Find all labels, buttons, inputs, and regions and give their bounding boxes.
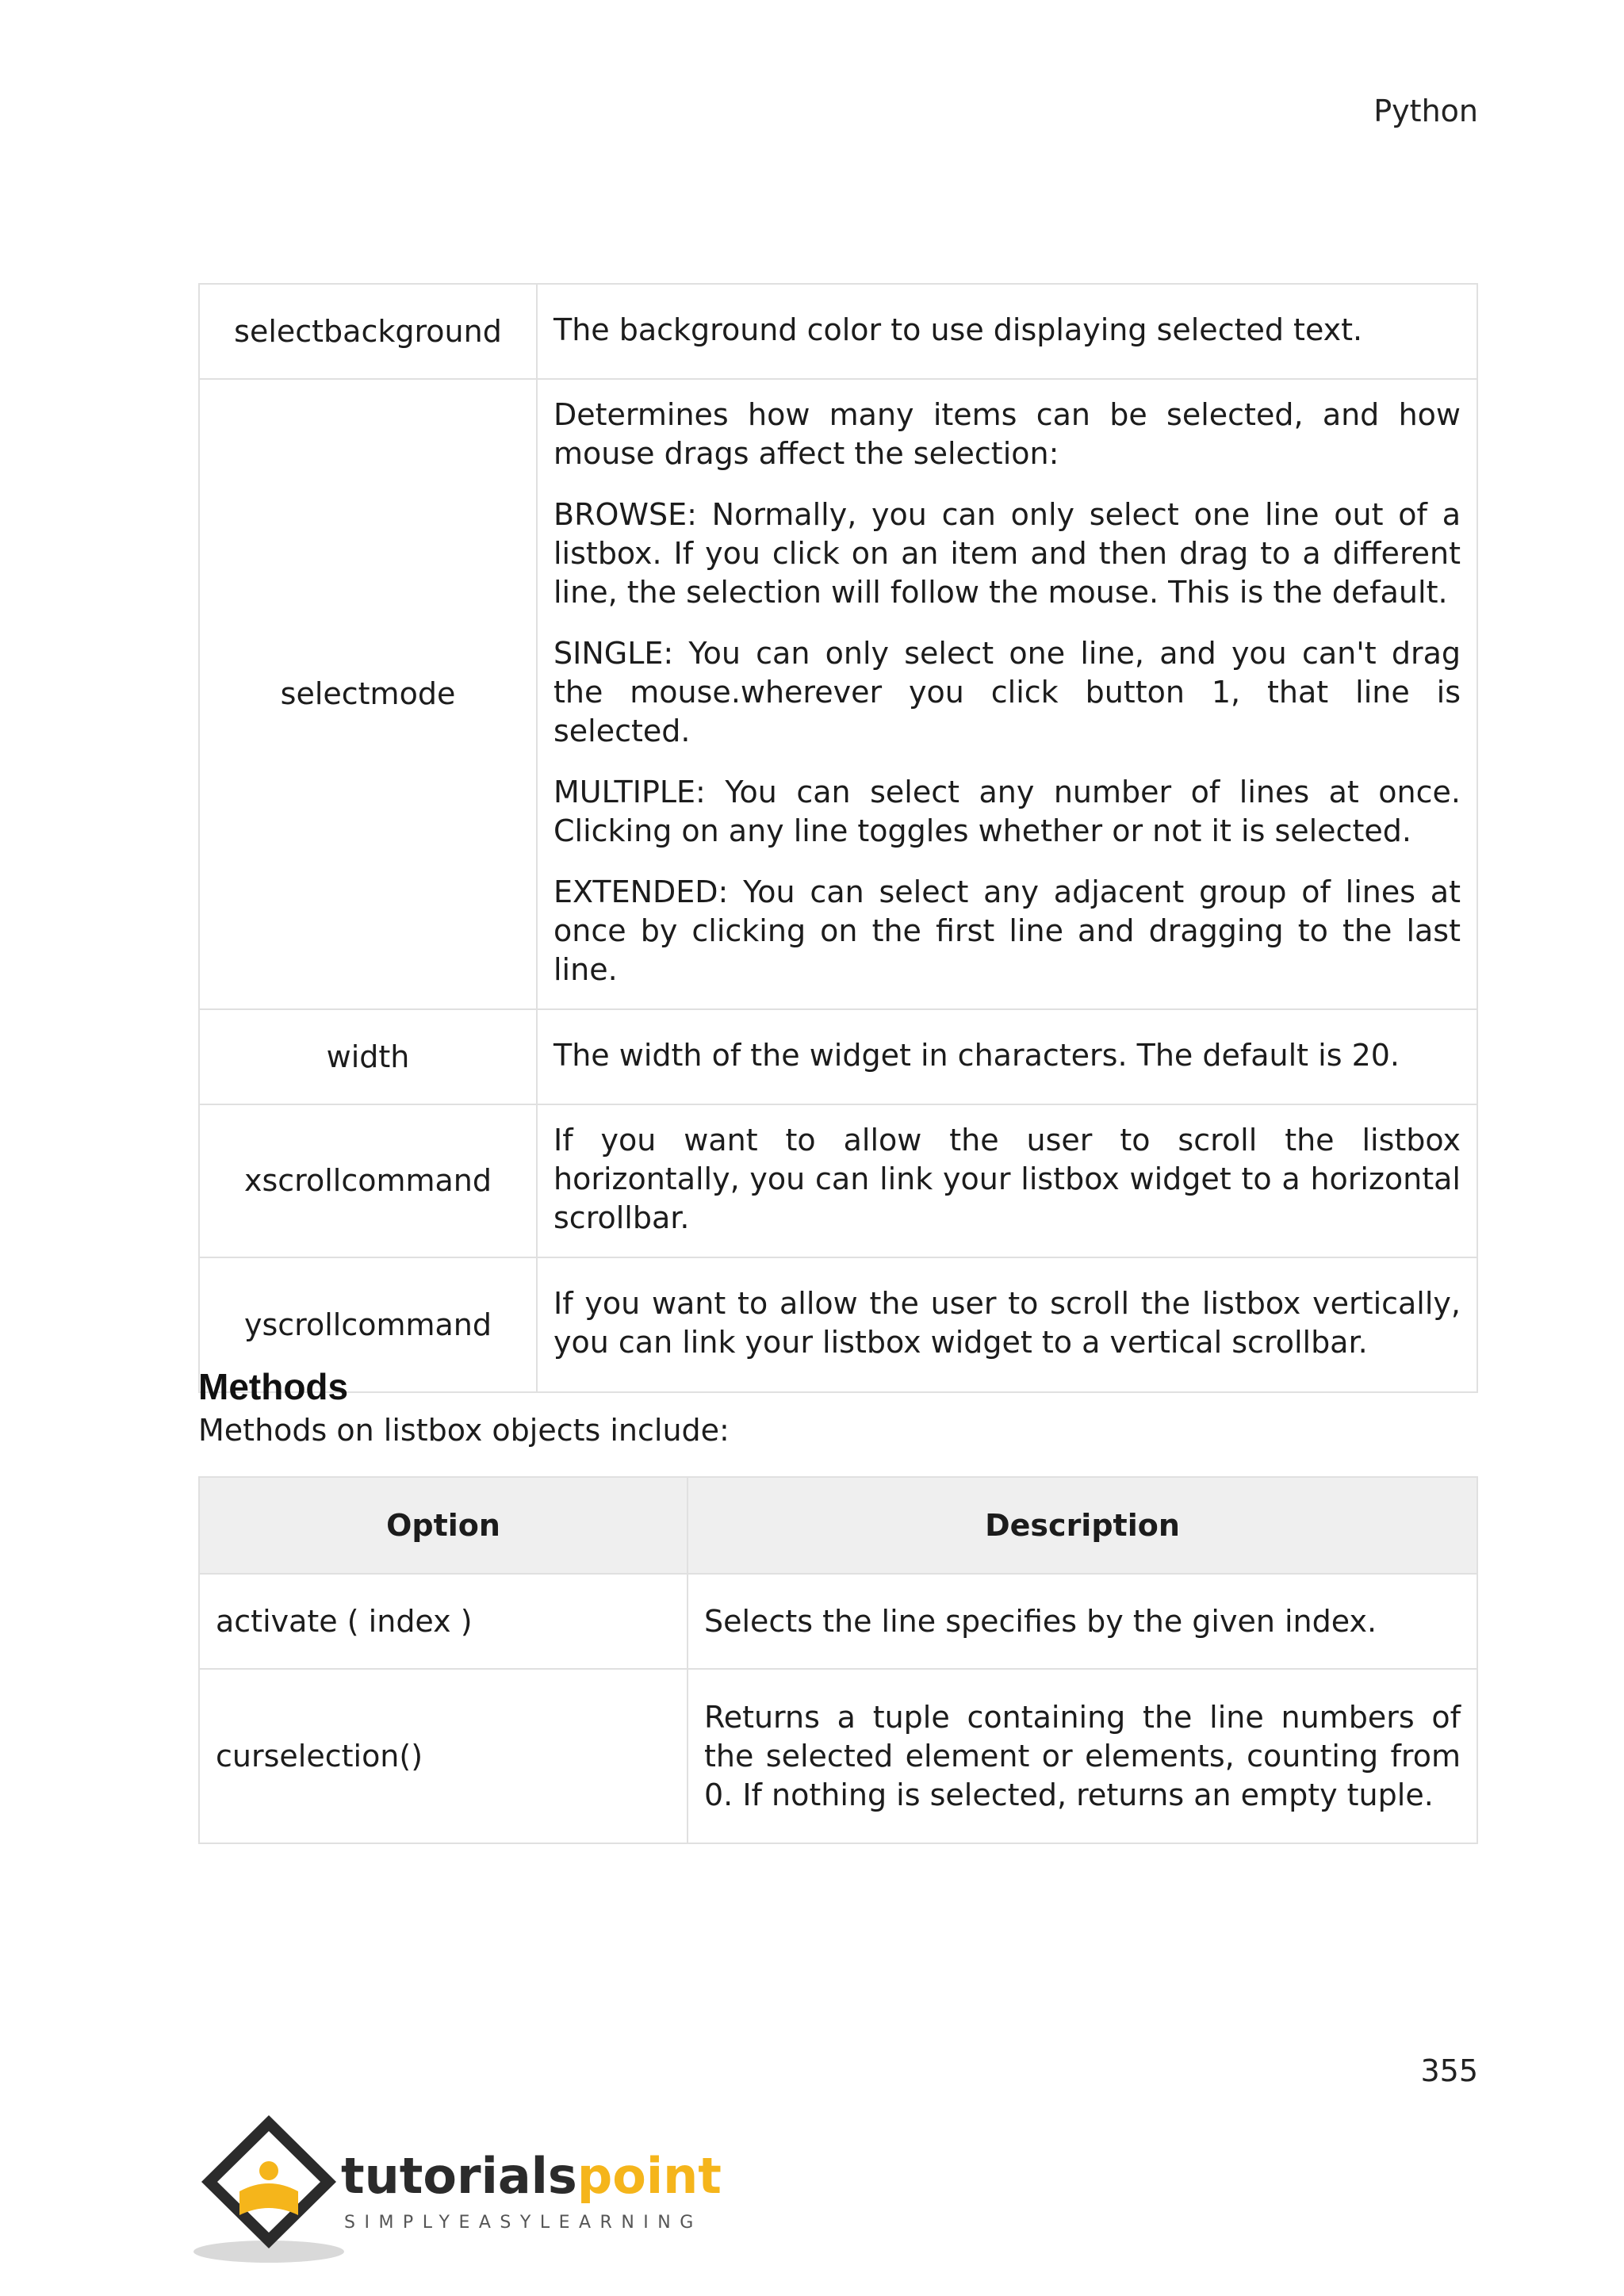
table-row	[199, 1257, 1477, 1392]
option-description	[537, 1009, 1477, 1104]
description-paragraph: The background color to use displaying selected text.	[553, 312, 1363, 347]
option-name: width	[199, 1009, 537, 1104]
option-description	[537, 379, 1477, 1009]
page-number: 355	[1420, 2053, 1478, 2088]
running-header: Python	[1373, 94, 1478, 128]
method-description: Selects the line specifies by the given index.	[688, 1574, 1477, 1669]
description-paragraph: EXTENDED: You can select any adjacent group of lines at once by clicking on the first line and dragging to the last line.	[553, 874, 1461, 987]
method-name: curselection()	[199, 1669, 688, 1843]
table-row	[199, 379, 1477, 1009]
table-row	[199, 1009, 1477, 1104]
option-name: yscrollcommand	[199, 1257, 537, 1392]
methods-table	[198, 1476, 1478, 1844]
description-paragraph: SINGLE: You can only select one line, and you can't drag the mouse.wherever you click button 1, that line is selected.	[553, 636, 1461, 748]
table-row	[199, 1104, 1477, 1257]
tutorialspoint-logo	[193, 2109, 722, 2267]
description-paragraph: If you want to allow the user to scroll the listbox vertically, you can link your listbox widget to a vertical scrollbar.	[553, 1286, 1461, 1360]
section-heading: Methods	[198, 1366, 349, 1407]
option-description	[537, 1104, 1477, 1257]
description-paragraph: BROWSE: Normally, you can only select one line out of a listbox. If you click on an item and then drag to a different line, the selection will follow the mouse. This is the default.	[553, 497, 1461, 610]
table-row	[199, 1574, 1477, 1669]
option-description	[537, 284, 1477, 379]
option-name: selectmode	[199, 379, 537, 1009]
description-paragraph: The width of the widget in characters. The default is 20.	[553, 1037, 1400, 1073]
column-header-description: Description	[688, 1477, 1477, 1574]
logo-diamond-inner	[217, 2131, 320, 2233]
section-intro: Methods on listbox objects include:	[198, 1413, 730, 1448]
description-paragraph: Determines how many items can be selected, and how mouse drags affect the selection:	[553, 397, 1461, 471]
table-row	[199, 1669, 1477, 1843]
column-header-option: Option	[199, 1477, 688, 1574]
option-name: xscrollcommand	[199, 1104, 537, 1257]
logo-wordmark-part2: point	[576, 2147, 722, 2205]
logo-wordmark	[341, 2147, 722, 2205]
option-description	[537, 1257, 1477, 1392]
description-paragraph: If you want to allow the user to scroll the listbox horizontally, you can link your listbox widget to a horizontal scrollbar.	[553, 1123, 1461, 1235]
description-paragraph: MULTIPLE: You can select any number of lines at once. Clicking on any line toggles whether or not it is selected.	[553, 775, 1461, 848]
options-table	[198, 283, 1478, 1393]
table-row	[199, 284, 1477, 379]
logo-wordmark-part1: tutorials	[341, 2147, 577, 2205]
option-name: selectbackground	[199, 284, 537, 379]
logo-head-icon	[259, 2161, 278, 2180]
method-name: activate ( index )	[199, 1574, 688, 1669]
table-header-row	[199, 1477, 1477, 1574]
method-description: Returns a tuple containing the line numbers of the selected element or elements, counting from 0. If nothing is selected, returns an empty tuple.	[688, 1669, 1477, 1843]
logo-tagline: SIMPLYEASYLEARNING	[344, 2213, 703, 2233]
